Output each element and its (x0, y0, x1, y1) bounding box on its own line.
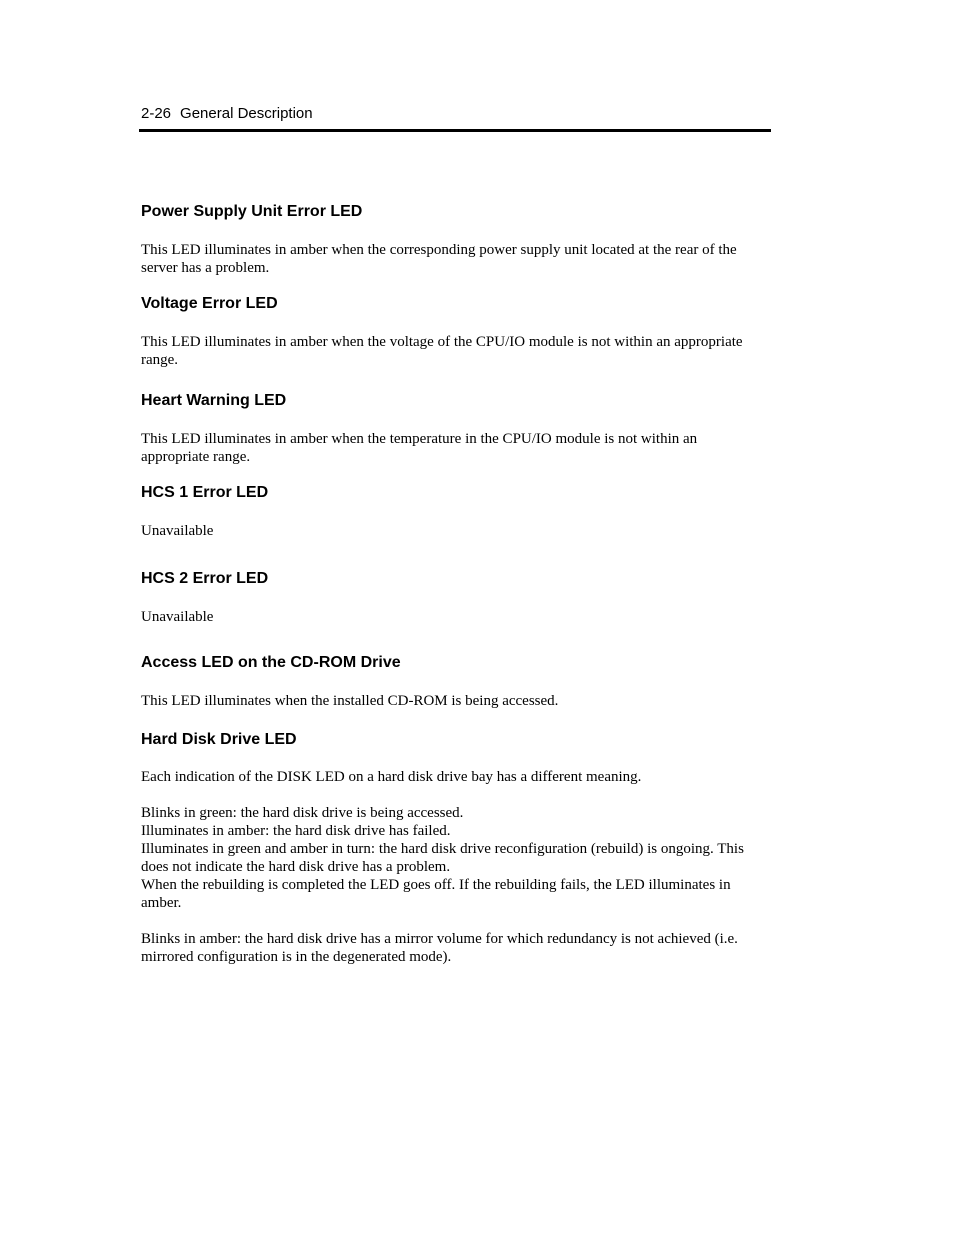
text-line: appropriate range. (141, 449, 251, 465)
section-text-heart-warning-led (141, 430, 771, 466)
text-line: This LED illuminates in amber when the temperature in the CPU/IO module is not within an (141, 431, 698, 447)
section-heading-cdrom-access-led: Access LED on the CD-ROM Drive (141, 654, 401, 671)
section-text-voltage-error-led (141, 333, 771, 369)
section-text-power-supply-error-led (141, 241, 771, 277)
indication-line: mirrored configuration is in the degenerated mode). (141, 949, 452, 965)
section-heading-voltage-error-led: Voltage Error LED (141, 295, 278, 312)
text-line: This LED illuminates in amber when the voltage of the CPU/IO module is not within an appropriate (141, 334, 743, 350)
text-line: This LED illuminates in amber when the corresponding power supply unit located at the rear of the (141, 242, 737, 258)
indication-line: Blinks in amber: the hard disk drive has a mirror volume for which redundancy is not achieved (i.e. (141, 931, 738, 947)
indication-line: Blinks in green: the hard disk drive is being accessed. (141, 805, 464, 821)
page-number: 2-26 (141, 105, 172, 122)
page-header (141, 104, 771, 124)
text-line: This LED illuminates when the installed CD-ROM is being accessed. (141, 693, 559, 709)
text-line: Each indication of the DISK LED on a hard disk drive bay has a different meaning. (141, 769, 642, 785)
section-intro-hard-disk-drive-led (141, 768, 771, 786)
hdd-led-indications-list (141, 804, 771, 912)
indication-line: Illuminates in amber: the hard disk drive has failed. (141, 823, 451, 839)
text-line: Unavailable (141, 523, 214, 539)
section-text-hcs2-error-led (141, 608, 771, 626)
indication-line: does not indicate the hard disk drive has a problem. (141, 859, 451, 875)
section-heading-power-supply-error-led: Power Supply Unit Error LED (141, 203, 363, 220)
section-heading-hcs2-error-led: HCS 2 Error LED (141, 570, 269, 587)
text-line: range. (141, 352, 179, 368)
section-text-cdrom-access-led (141, 692, 771, 710)
section-heading-hcs1-error-led: HCS 1 Error LED (141, 484, 269, 501)
text-line: server has a problem. (141, 260, 270, 276)
indication-line: amber. (141, 895, 182, 911)
hdd-led-mirror-note (141, 930, 771, 966)
indication-line: When the rebuilding is completed the LED goes off. If the rebuilding fails, the LED illuminates in (141, 877, 731, 893)
section-text-hcs1-error-led (141, 522, 771, 540)
indication-line: Illuminates in green and amber in turn: the hard disk drive reconfiguration (rebuild) is ongoing. This (141, 841, 744, 857)
section-heading-hard-disk-drive-led: Hard Disk Drive LED (141, 731, 297, 748)
chapter-title: General Description (180, 105, 313, 122)
text-line: Unavailable (141, 609, 214, 625)
header-rule (139, 129, 771, 132)
section-heading-heart-warning-led: Heart Warning LED (141, 392, 287, 409)
